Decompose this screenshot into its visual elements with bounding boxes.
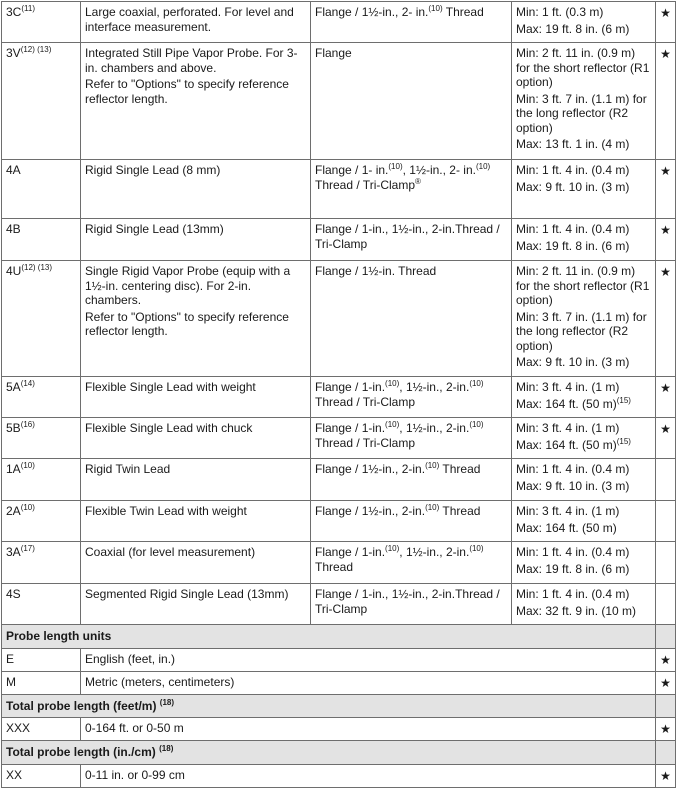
model-code-cell: E xyxy=(2,648,81,671)
length-text: Max: 19 ft. 8 in. (6 m) xyxy=(516,561,630,576)
length-text: Min: 1 ft. 4 in. (0.4 m) xyxy=(516,163,630,177)
length-cell xyxy=(512,261,656,377)
description-cell xyxy=(81,261,311,377)
description-text: Flexible Single Lead with chuck xyxy=(85,421,253,435)
connection-cell: Flange / 1-in.$^{(10)}$, 1½-in., 2-in.$^{(10)}$ Thread / Tri-Clamp xyxy=(311,377,512,418)
section-header-row xyxy=(2,741,676,765)
length-text: Min: 3 ft. 4 in. (1 m) xyxy=(516,421,620,435)
length-text: Min: 1 ft. 4 in. (0.4 m) xyxy=(516,587,630,601)
connection-cell: Flange / 1-in., 1½-in., 2-in.Thread / Tri-Clamp xyxy=(311,584,512,625)
table-row xyxy=(2,43,676,160)
model-code-cell: $5B^{(16)}$ xyxy=(2,418,81,459)
ordering-table xyxy=(1,1,676,788)
length-cell xyxy=(512,43,656,160)
description-cell: English (feet, in.) xyxy=(81,648,656,671)
model-code-cell: $4U^{(12) (13)}$ xyxy=(2,261,81,377)
model-code-cell: $5A^{(14)}$ xyxy=(2,377,81,418)
footnote-ref: (10) xyxy=(385,544,400,553)
standard-star-icon: ★ xyxy=(656,160,676,219)
description-text: Integrated Still Pipe Vapor Probe. For 3-in. chambers and above. xyxy=(85,46,298,75)
description-cell: 0-11 in. or 0-99 cm xyxy=(81,764,656,787)
connection-cell: Flange / 1½-in., 2- in.$^{(10)}$ Thread xyxy=(311,2,512,43)
length-text: Min: 3 ft. 4 in. (1 m) xyxy=(516,380,620,394)
footnote-ref: (15) xyxy=(616,395,631,405)
standard-star-icon xyxy=(656,584,676,625)
length-text: Max: 19 ft. 8 in. (6 m) xyxy=(516,238,630,253)
footnote-ref: (17) xyxy=(20,544,35,553)
description-cell xyxy=(81,219,311,261)
description-cell xyxy=(81,377,311,418)
length-text: Min: 1 ft. 4 in. (0.4 m) xyxy=(516,222,630,236)
model-code-cell: $3C^{(11)}$ xyxy=(2,2,81,43)
length-cell xyxy=(512,418,656,459)
length-cell xyxy=(512,501,656,542)
footnote-ref: (10) xyxy=(469,420,484,429)
standard-star-icon: ★ xyxy=(656,219,676,261)
description-cell xyxy=(81,2,311,43)
connection-cell: Flange xyxy=(311,43,512,160)
footnote-ref: (10) xyxy=(20,461,35,470)
table-row xyxy=(2,261,676,377)
length-text: Max: 164 ft. (50 m)$^{(15)}$ xyxy=(516,436,631,452)
length-text: Min: 1 ft. (0.3 m) xyxy=(516,5,604,19)
description-text: Single Rigid Vapor Probe (equip with a 1½-in. centering disc). For 2-in. chambers. xyxy=(85,264,291,307)
length-text: Max: 9 ft. 10 in. (3 m) xyxy=(516,478,630,493)
description-cell xyxy=(81,418,311,459)
length-cell xyxy=(512,2,656,43)
standard-star-icon xyxy=(656,542,676,584)
standard-star-icon: ★ xyxy=(656,2,676,43)
description-cell xyxy=(81,501,311,542)
section-star-cell xyxy=(656,741,676,765)
connection-cell: Flange / 1½-in. Thread xyxy=(311,261,512,377)
description-text: Rigid Twin Lead xyxy=(85,462,171,476)
connection-cell: Flange / 1- in.$^{(10)}$, 1½-in., 2- in.$^{(10)}$ Thread / Tri-Clamp® xyxy=(311,160,512,219)
model-code-cell: $2A^{(10)}$ xyxy=(2,501,81,542)
section-header-row xyxy=(2,625,676,649)
standard-star-icon: ★ xyxy=(656,718,676,741)
model-code-cell: 4B xyxy=(2,219,81,261)
length-text: Max: 9 ft. 10 in. (3 m) xyxy=(516,355,630,369)
section-heading: Total probe length (feet/m) $^{(18)}$ xyxy=(2,694,656,718)
table-row xyxy=(2,542,676,584)
model-code-cell: XXX xyxy=(2,718,81,741)
description-text: Flexible Single Lead with weight xyxy=(85,380,256,394)
length-text: Min: 1 ft. 4 in. (0.4 m) xyxy=(516,545,630,559)
table-row xyxy=(2,377,676,418)
description-text: Segmented Rigid Single Lead (13mm) xyxy=(85,587,289,601)
footnote-ref: (10) xyxy=(469,544,484,553)
description-cell xyxy=(81,584,311,625)
footnote-ref: (12) (13) xyxy=(21,263,53,272)
description-text: Refer to "Options" to specify reference reflector length. xyxy=(85,77,289,106)
length-text: Max: 32 ft. 9 in. (10 m) xyxy=(516,603,637,618)
length-text: Max: 164 ft. (50 m)$^{(15)}$ xyxy=(516,395,631,411)
length-sections xyxy=(2,625,676,788)
table-row xyxy=(2,2,676,43)
table-row xyxy=(2,671,676,694)
length-text: Min: 1 ft. 4 in. (0.4 m) xyxy=(516,462,630,476)
length-text: Min: 3 ft. 7 in. (1.1 m) for the long reflector (R2 option) xyxy=(516,309,647,353)
length-cell xyxy=(512,160,656,219)
length-text: Min: 2 ft. 11 in. (0.9 m) for the short reflector (R1 option) xyxy=(516,46,650,89)
length-text: Max: 13 ft. 1 in. (4 m) xyxy=(516,137,630,151)
standard-star-icon: ★ xyxy=(656,648,676,671)
section-heading: Total probe length (in./cm) $^{(18)}$ xyxy=(2,741,656,765)
length-text: Max: 164 ft. (50 m) xyxy=(516,520,617,535)
section-star-cell xyxy=(656,625,676,649)
footnote-ref: (10) xyxy=(385,379,400,388)
length-text: Max: 19 ft. 8 in. (6 m) xyxy=(516,21,630,36)
description-text: Rigid Single Lead (8 mm) xyxy=(85,163,221,177)
connection-cell: Flange / 1½-in., 2-in.$^{(10)}$ Thread xyxy=(311,501,512,542)
table-row xyxy=(2,648,676,671)
table-row xyxy=(2,501,676,542)
standard-star-icon: ★ xyxy=(656,43,676,160)
length-cell xyxy=(512,377,656,418)
model-code-cell: $3A^{(17)}$ xyxy=(2,542,81,584)
length-cell xyxy=(512,584,656,625)
standard-star-icon xyxy=(656,459,676,501)
probe-type-rows xyxy=(2,2,676,625)
table-row xyxy=(2,584,676,625)
footnote-ref: (18) xyxy=(159,697,175,707)
footnote-ref: (10) xyxy=(388,162,403,171)
description-cell: Metric (meters, centimeters) xyxy=(81,671,656,694)
table-row xyxy=(2,160,676,219)
footnote-ref: (16) xyxy=(20,420,35,429)
model-code-cell: $3V^{(12) (13)}$ xyxy=(2,43,81,160)
standard-star-icon: ★ xyxy=(656,418,676,459)
description-cell xyxy=(81,459,311,501)
section-heading: Probe length units xyxy=(2,625,656,649)
length-cell xyxy=(512,459,656,501)
footnote-ref: ® xyxy=(415,176,421,186)
footnote-ref: (14) xyxy=(20,379,35,388)
length-text: Min: 3 ft. 7 in. (1.1 m) for the long reflector (R2 option) xyxy=(516,91,647,135)
footnote-ref: (10) xyxy=(20,503,35,512)
model-code-cell: $1A^{(10)}$ xyxy=(2,459,81,501)
footnote-ref: (10) xyxy=(428,4,443,13)
table-row xyxy=(2,764,676,787)
standard-star-icon xyxy=(656,501,676,542)
footnote-ref: (11) xyxy=(21,4,35,13)
description-text: Coaxial (for level measurement) xyxy=(85,545,256,559)
section-header-row xyxy=(2,694,676,718)
length-text: Max: 9 ft. 10 in. (3 m) xyxy=(516,179,630,194)
standard-star-icon: ★ xyxy=(656,671,676,694)
footnote-ref: (10) xyxy=(425,503,440,512)
model-code-cell: 4A xyxy=(2,160,81,219)
connection-cell: Flange / 1½-in., 2-in.$^{(10)}$ Thread xyxy=(311,459,512,501)
description-text: Flexible Twin Lead with weight xyxy=(85,504,247,518)
connection-cell: Flange / 1-in., 1½-in., 2-in.Thread / Tri-Clamp xyxy=(311,219,512,261)
description-cell xyxy=(81,43,311,160)
footnote-ref: (10) xyxy=(385,420,400,429)
description-cell xyxy=(81,160,311,219)
footnote-ref: (18) xyxy=(159,744,174,753)
description-cell: 0-164 ft. or 0-50 m xyxy=(81,718,656,741)
description-text: Rigid Single Lead (13mm) xyxy=(85,222,224,236)
model-code-cell: M xyxy=(2,671,81,694)
table-row xyxy=(2,219,676,261)
model-code-cell: 4S xyxy=(2,584,81,625)
footnote-ref: (10) xyxy=(469,379,484,388)
table-row xyxy=(2,418,676,459)
description-text: Refer to "Options" to specify reference reflector length. xyxy=(85,309,289,338)
length-text: Min: 3 ft. 4 in. (1 m) xyxy=(516,504,620,518)
table-row xyxy=(2,459,676,501)
connection-cell: Flange / 1-in.$^{(10)}$, 1½-in., 2-in.$^{(10)}$ Thread xyxy=(311,542,512,584)
footnote-ref: (12) (13) xyxy=(20,45,52,54)
description-cell xyxy=(81,542,311,584)
length-cell xyxy=(512,542,656,584)
section-star-cell xyxy=(656,694,676,718)
model-code-cell: XX xyxy=(2,764,81,787)
footnote-ref: (10) xyxy=(475,162,491,171)
length-text: Min: 2 ft. 11 in. (0.9 m) for the short reflector (R1 option) xyxy=(516,264,650,307)
standard-star-icon: ★ xyxy=(656,377,676,418)
footnote-ref: (15) xyxy=(616,436,631,446)
length-cell xyxy=(512,219,656,261)
description-text: Large coaxial, perforated. For level and interface measurement. xyxy=(85,5,294,34)
standard-star-icon: ★ xyxy=(656,764,676,787)
connection-cell: Flange / 1-in.$^{(10)}$, 1½-in., 2-in.$^{(10)}$ Thread / Tri-Clamp xyxy=(311,418,512,459)
table-row xyxy=(2,718,676,741)
footnote-ref: (10) xyxy=(425,461,440,470)
standard-star-icon: ★ xyxy=(656,261,676,377)
